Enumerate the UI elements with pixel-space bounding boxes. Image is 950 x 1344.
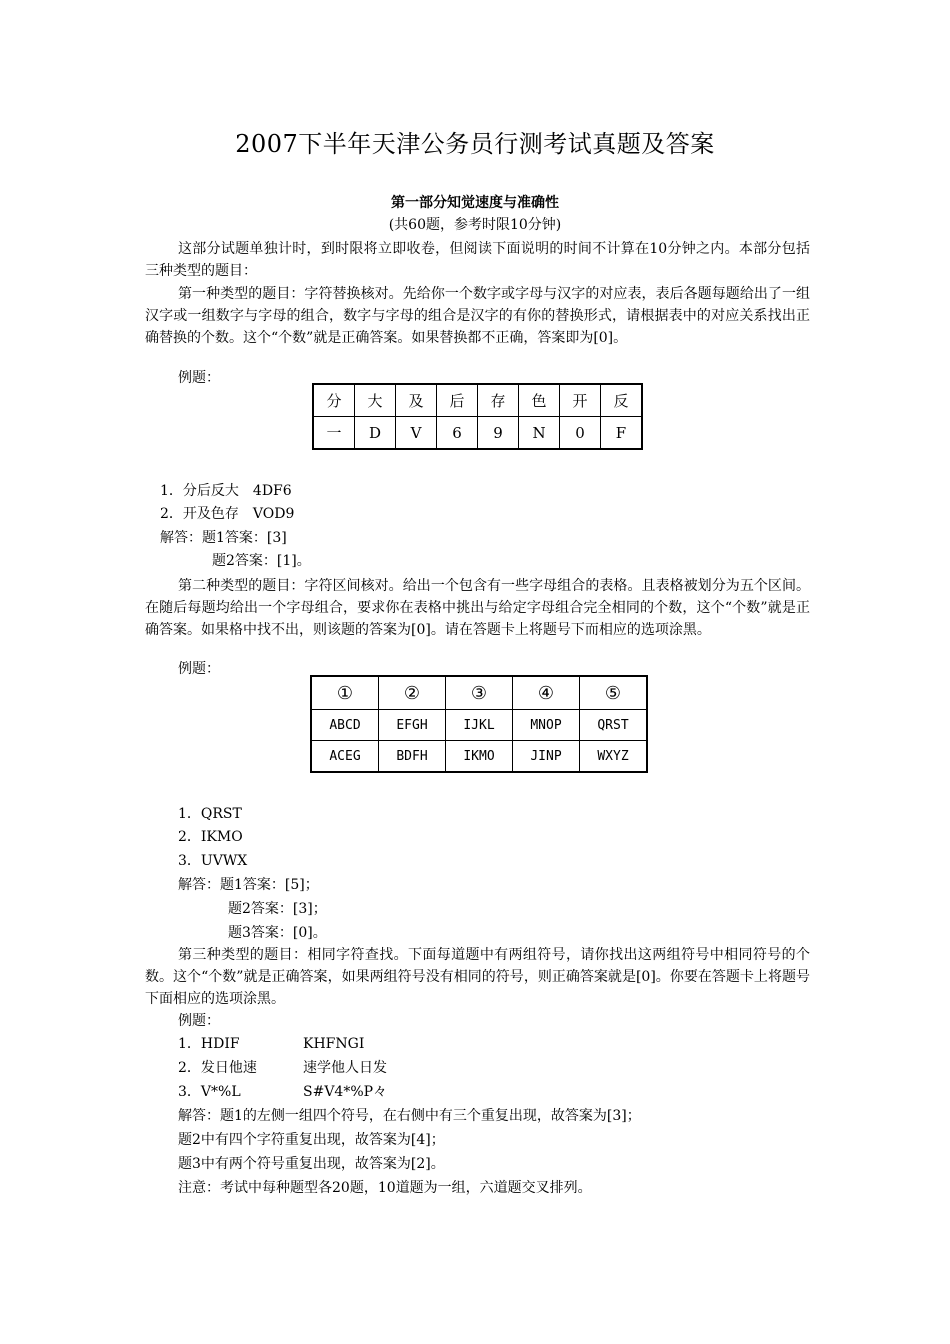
table-cell: JINP bbox=[513, 741, 580, 773]
type3-example-label: 例题： bbox=[178, 1013, 220, 1029]
type3-answer-2: 题2中有四个字符重复出现，故答案为[4]； bbox=[178, 1132, 445, 1148]
table-row bbox=[313, 384, 642, 417]
type1-answer-2: 题2答案：[1]。 bbox=[212, 553, 311, 569]
table-cell: 及 bbox=[396, 384, 437, 417]
table-cell: QRST bbox=[580, 710, 648, 741]
type3-item-2-right: 速学他人日发 bbox=[303, 1060, 387, 1076]
table-cell: 0 bbox=[560, 417, 601, 450]
table-cell: 9 bbox=[478, 417, 519, 450]
table-cell: 分 bbox=[313, 384, 355, 417]
table-cell: ACEG bbox=[311, 741, 379, 773]
type1-description: 第一种类型的题目：字符替换核对。先给你一个数字或字母与汉字的对应表，表后各题每题给出了一组汉字或一组数字与字母的组合，数字与字母的组合是汉字的有你的替换形式，请根据表中的对应关系找出正确替换的个数。这个“个数”就是正确答案。如果替换都不正确，答案即为[0]。 bbox=[145, 286, 810, 346]
table-cell: EFGH bbox=[379, 710, 446, 741]
table-cell: ③ bbox=[446, 676, 513, 710]
table-cell: ① bbox=[311, 676, 379, 710]
type3-description: 第三种类型的题目：相同字符查找。下面每道题中有两组符号，请你找出这两组符号中相同符号的个数。这个“个数”就是正确答案，如果两组符号没有相同的符号，则正确答案就是[0]。你要在答题卡上将题号下面相应的选项涂黑。 bbox=[145, 947, 810, 1007]
table-cell: 反 bbox=[601, 384, 643, 417]
type2-answer-3: 题3答案：[0]。 bbox=[228, 925, 327, 941]
table-row bbox=[313, 417, 642, 450]
table-row bbox=[311, 710, 647, 741]
type3-item-3-left: 3．V*%L bbox=[178, 1084, 241, 1100]
table-cell: 存 bbox=[478, 384, 519, 417]
type3-answer-3: 题3中有两个符号重复出现，故答案为[2]。 bbox=[178, 1156, 445, 1172]
table-row bbox=[311, 741, 647, 773]
page-title: 2007下半年天津公务员行测考试真题及答案 bbox=[235, 130, 715, 158]
type2-question-2: 2．IKMO bbox=[178, 829, 243, 845]
table-cell: MNOP bbox=[513, 710, 580, 741]
type2-example-label: 例题： bbox=[178, 661, 220, 677]
table-cell: 一 bbox=[313, 417, 355, 450]
table-cell: 开 bbox=[560, 384, 601, 417]
table-cell: 大 bbox=[355, 384, 396, 417]
table-cell: ABCD bbox=[311, 710, 379, 741]
type2-answer-2: 题2答案：[3]； bbox=[228, 901, 327, 917]
section-heading: 第一部分知觉速度与准确性 bbox=[391, 195, 559, 211]
table-cell: IKMO bbox=[446, 741, 513, 773]
table-cell: IJKL bbox=[446, 710, 513, 741]
table-cell: ⑤ bbox=[580, 676, 648, 710]
type2-description: 第二种类型的题目：字符区间核对。给出一个包含有一些字母组合的表格。且表格被划分为五个区间。在随后每题均给出一个字母组合，要求你在表格中挑出与给定字母组合完全相同的个数，这个“个数”就是正确答案。如果格中找不出，则该题的答案为[0]。请在答题卡上将题号下而相应的选项涂黑。 bbox=[145, 578, 810, 638]
type2-question-3: 3．UVWX bbox=[178, 853, 248, 869]
table-cell: 6 bbox=[437, 417, 478, 450]
table-cell: ② bbox=[379, 676, 446, 710]
type3-item-1-left: 1．HDIF bbox=[178, 1036, 240, 1052]
type1-answer-1: 解答：题1答案：[3] bbox=[160, 530, 287, 546]
section-subheading: (共60题，参考时限10分钟) bbox=[388, 217, 562, 233]
type2-answer-1: 解答：题1答案：[5]； bbox=[178, 877, 319, 893]
table-row bbox=[311, 676, 647, 710]
table-cell: 色 bbox=[519, 384, 560, 417]
table-cell: V bbox=[396, 417, 437, 450]
intro-paragraph: 这部分试题单独计时，到时限将立即收卷，但阅读下面说明的时间不计算在10分钟之内。本部分包括三种类型的题目： bbox=[145, 241, 810, 279]
table-cell: BDFH bbox=[379, 741, 446, 773]
table-cell: F bbox=[601, 417, 643, 450]
table-cell: WXYZ bbox=[580, 741, 648, 773]
type3-item-2-left: 2．发日他速 bbox=[178, 1060, 257, 1076]
type3-item-1-right: KHFNGI bbox=[303, 1036, 365, 1052]
type3-note: 注意：考试中每种题型各20题，10道题为一组，六道题交叉排列。 bbox=[178, 1180, 592, 1196]
table-cell: 后 bbox=[437, 384, 478, 417]
table-cell: D bbox=[355, 417, 396, 450]
type1-mapping-table bbox=[312, 383, 643, 450]
type3-item-3-right: S#V4*%P々 bbox=[303, 1084, 388, 1100]
type2-interval-table bbox=[310, 675, 648, 773]
table-cell: ④ bbox=[513, 676, 580, 710]
type1-question-1: 1．分后反大 4DF6 bbox=[160, 483, 292, 499]
type3-answer-1: 解答：题1的左侧一组四个符号，在右侧中有三个重复出现，故答案为[3]； bbox=[178, 1108, 641, 1124]
table-cell: N bbox=[519, 417, 560, 450]
type2-question-1: 1．QRST bbox=[178, 806, 242, 822]
type1-example-label: 例题： bbox=[178, 370, 220, 386]
type1-question-2: 2．开及色存 VOD9 bbox=[160, 506, 295, 522]
